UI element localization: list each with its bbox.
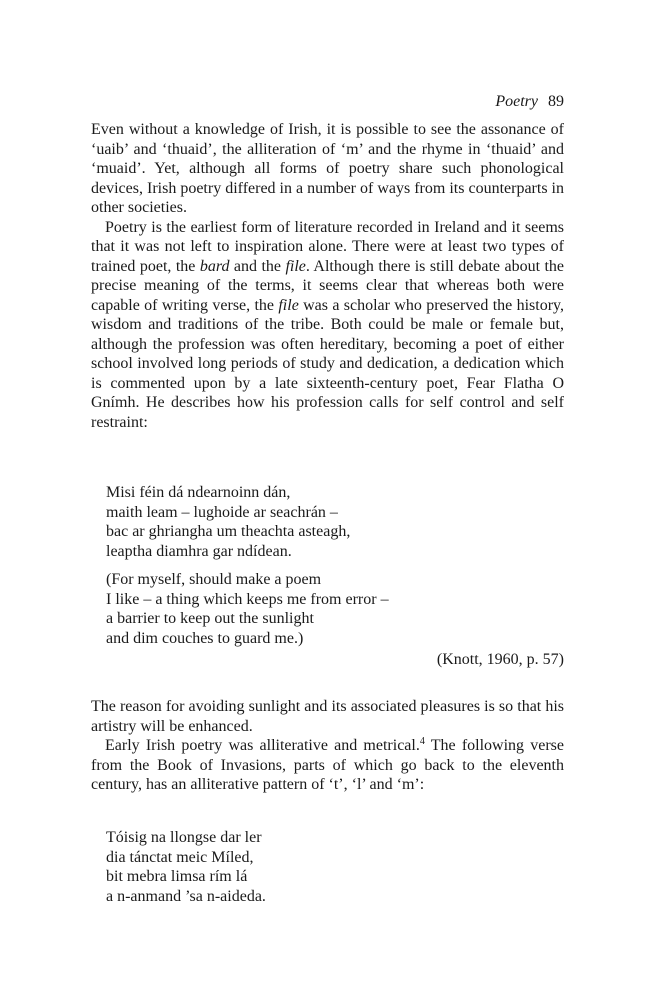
paragraph-2 — [91, 218, 564, 433]
footnote-marker: 4 — [419, 736, 425, 747]
verse-line: a barrier to keep out the sunlight — [106, 610, 314, 627]
verse-translation-stanza — [106, 570, 564, 648]
verse-quotation-1 — [106, 483, 564, 657]
paragraph-2-text-a: Poetry is the earliest form of literature recorded in Ireland and it seems that it was not left to inspiration alone. There were at least two types of trained poet, the — [91, 218, 564, 275]
term-bard: bard — [199, 257, 230, 275]
verse-irish-stanza — [106, 483, 564, 561]
verse-line: (For myself, should make a poem — [106, 571, 322, 588]
paragraph-4-text-b: The following verse from the Book of Invasions, parts of which go back to the eleventh century, has an alliterative pattern of ‘t’, ‘l’ and ‘m’: — [91, 737, 565, 793]
paragraph-2-text-c: . Although there is still debate about the precise meaning of the terms, it seems clear that whereas both were capable of writing verse, the — [91, 257, 564, 314]
term-file: file — [285, 257, 306, 275]
paragraph-4 — [91, 736, 564, 795]
verse-line: leaptha diamhra gar ndídean. — [106, 542, 292, 560]
verse-line: dia tánctat meic Míled, — [106, 848, 254, 866]
paragraph-2-text-d: was a scholar who preserved the history, wisdom and traditions of the tribe. Both could be male or female but, although the profession was often hereditary, becoming a poet of either school involved long periods of study and dedication, a dedication which is commented upon by a late sixteenth-century poet, Fear Flatha O Gnímh. He describes how his profession calls for self control and self restraint: — [91, 296, 564, 431]
verse-line: and dim couches to guard me.) — [106, 629, 304, 647]
verse-line: I like – a thing which keeps me from error – — [106, 590, 389, 608]
verse-line: bac ar ghriangha um theachta asteagh, — [106, 523, 351, 540]
paragraph-1: Even without a knowledge of Irish, it is possible to see the assonance of ‘uaib’ and ‘thuaid’, the alliteration of ‘m’ and the rhyme in ‘thuaid’ and ‘muaid’. Yet, although all forms of poetry share such phonological devices, Irish poetry differed in a number of ways from its counterparts in other societies. — [91, 121, 564, 216]
verse-line: bit mebra limsa rím lá — [106, 868, 248, 885]
verse-line: maith leam – lughoide ar seachrán – — [106, 503, 338, 521]
verse-quotation-2 — [106, 828, 564, 915]
body-text-upper — [91, 120, 564, 432]
citation: (Knott, 1960, p. 57) — [436, 651, 564, 668]
running-head — [495, 92, 564, 112]
running-head-title: Poetry — [495, 93, 538, 110]
verse-stanza — [106, 828, 564, 906]
verse-line: Tóisig na llongse dar ler — [106, 829, 262, 846]
body-text-lower — [91, 697, 564, 795]
paragraph-2-text-b: and the — [229, 257, 286, 275]
paragraph-3: The reason for avoiding sunlight and its associated pleasures is so that his artistry will be enhanced. — [91, 698, 564, 735]
page-number: 89 — [548, 93, 564, 110]
paragraph-4-text-a: Early Irish poetry was alliterative and metrical. — [105, 737, 420, 754]
verse-line: Misi féin dá ndearnoinn dán, — [106, 484, 291, 501]
term-file: file — [278, 296, 299, 314]
verse-line: a n-anmand ’sa n-aideda. — [106, 887, 266, 905]
